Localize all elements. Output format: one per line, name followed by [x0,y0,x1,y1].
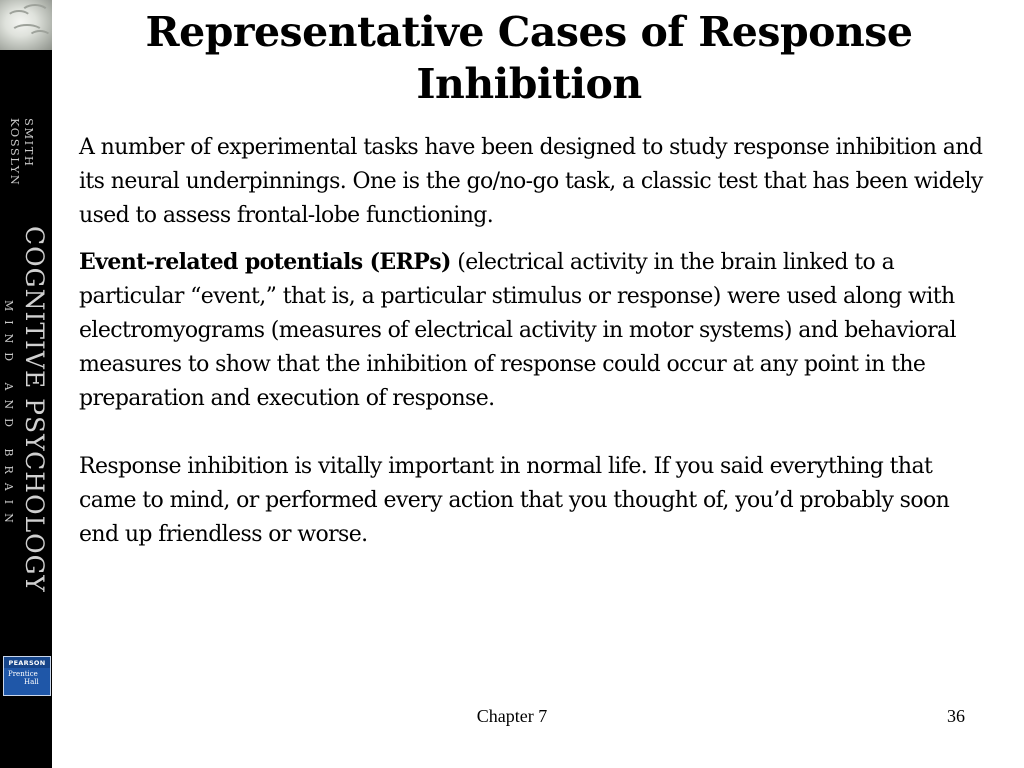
publisher-imprint-line1: Prentice [8,670,38,678]
slide-title: Representative Cases of Response Inhibition [145,8,913,108]
author-name: KOSSLYN [8,118,22,187]
book-title: COGNITIVE PSYCHOLOGY [20,226,49,593]
paragraph-importance: Response inhibition is vitally important in normal life. If you said everything that came to mind, or performed every action that you thought of, you’d probably soon end up friendless or worse. [79,454,950,547]
footer-chapter: Chapter 7 [476,706,548,726]
publisher-imprint-line2: Hall [24,678,39,686]
paragraph-go-no-go: A number of experimental tasks have been designed to study response inhibition and its neural underpinnings. One is the go/no-go task, a classic test that has been widely used to assess frontal-lobe functioning. [79,135,983,228]
slide-number: 36 [947,706,965,726]
book-subtitle: MIND AND BRAIN [2,300,15,532]
publisher-name: PEARSON [4,657,50,668]
brain-image [0,0,52,50]
erp-description: (electrical activity in the brain linked to a particular “event,” that is, a particular stimulus or response) were used along with electromyograms (measures of electrical activity in motor systems) and behavioral measures to show that the inhibition of response could occur at any point in the preparation and execution of response. [79,250,956,411]
erp-term: Event-related potentials (ERPs) [79,249,451,275]
pearson-logo [3,656,51,696]
book-cover-sidebar [0,0,52,768]
author-name: SMITH [22,118,36,168]
book-authors [8,118,36,186]
slide-body [79,131,984,552]
paragraph-erps [79,245,984,416]
